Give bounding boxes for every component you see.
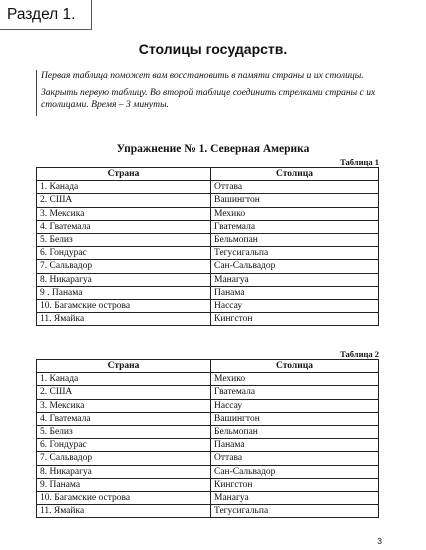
table-row	[37, 207, 379, 220]
country-cell: 2. США	[37, 386, 211, 399]
table2-header-row	[37, 360, 379, 373]
country-cell: 11. Ямайка	[37, 313, 211, 326]
table-row	[37, 452, 379, 465]
table1-body	[37, 181, 379, 326]
country-cell: 4. Гватемала	[37, 220, 211, 233]
table-row	[37, 181, 379, 194]
table-row	[37, 220, 379, 233]
country-cell: 5. Белиз	[37, 425, 211, 438]
country-cell: 10. Багамские острова	[37, 299, 211, 312]
capital-cell: Гватемала	[211, 386, 379, 399]
capital-cell: Сан-Сальвадор	[211, 465, 379, 478]
country-cell: 1. Канада	[37, 373, 211, 386]
table-row	[37, 478, 379, 491]
section-label: Раздел 1.	[0, 0, 92, 30]
capital-cell: Сан-Сальвадор	[211, 260, 379, 273]
capital-cell: Вашингтон	[211, 194, 379, 207]
instruction-line-1: Первая таблица поможет вам восстановить в памяти страны и их столицы.	[41, 70, 364, 81]
table-row	[37, 299, 379, 312]
capital-cell: Манагуа	[211, 491, 379, 504]
country-cell: 6. Гондурас	[37, 439, 211, 452]
country-cell: 7. Сальвадор	[37, 452, 211, 465]
capital-cell: Кингстон	[211, 313, 379, 326]
country-cell: 8. Никарагуа	[37, 465, 211, 478]
capital-cell: Манагуа	[211, 273, 379, 286]
table-row	[37, 439, 379, 452]
table-row	[37, 386, 379, 399]
country-cell: 6. Гондурас	[37, 247, 211, 260]
table2-header-capital: Столица	[211, 360, 379, 373]
country-cell: 4. Гватемала	[37, 412, 211, 425]
capital-cell: Панама	[211, 286, 379, 299]
exercise-heading: Упражнение № 1. Северная Америка	[116, 143, 310, 155]
country-cell: 10. Багамские острова	[37, 491, 211, 504]
capital-cell: Мехико	[211, 373, 379, 386]
country-cell: 3. Мексика	[37, 399, 211, 412]
instructions-block	[36, 70, 401, 116]
table1-header-row	[37, 168, 379, 181]
country-cell: 11. Ямайка	[37, 505, 211, 518]
capital-cell: Гватемала	[211, 220, 379, 233]
capital-cell: Нассау	[211, 399, 379, 412]
table-row	[37, 233, 379, 246]
table2	[36, 359, 379, 518]
country-cell: 3. Мексика	[37, 207, 211, 220]
capital-cell: Панама	[211, 439, 379, 452]
table-row	[37, 465, 379, 478]
page-number: 3	[377, 536, 382, 546]
capital-cell: Тегусигальпа	[211, 505, 379, 518]
page-title: Столицы государств.	[138, 41, 288, 57]
country-cell: 7. Сальвадор	[37, 260, 211, 273]
table-row	[37, 412, 379, 425]
table2-header-country: Страна	[37, 360, 211, 373]
table-row	[37, 491, 379, 504]
table-row	[37, 286, 379, 299]
table1	[36, 167, 379, 326]
capital-cell: Кингстон	[211, 478, 379, 491]
capital-cell: Бельмопан	[211, 425, 379, 438]
capital-cell: Мехико	[211, 207, 379, 220]
table-row	[37, 247, 379, 260]
table-row	[37, 425, 379, 438]
country-cell: 9. Панама	[37, 478, 211, 491]
table1-caption: Таблица 1	[340, 157, 379, 167]
table2-body	[37, 373, 379, 518]
instruction-line-2: Закрыть первую таблицу. Во второй таблице соединить стрелками страны с их столицами. Время – 3 минуты.	[41, 86, 376, 110]
capital-cell: Оттава	[211, 452, 379, 465]
table1-header-country: Страна	[37, 168, 211, 181]
country-cell: 1. Канада	[37, 181, 211, 194]
table-row	[37, 373, 379, 386]
capital-cell: Нассау	[211, 299, 379, 312]
table2-caption: Таблица 2	[340, 349, 379, 359]
country-cell: 9 . Панама	[37, 286, 211, 299]
capital-cell: Тегусигальпа	[211, 247, 379, 260]
capital-cell: Вашингтон	[211, 412, 379, 425]
capital-cell: Оттава	[211, 181, 379, 194]
country-cell: 8. Никарагуа	[37, 273, 211, 286]
country-cell: 5. Белиз	[37, 233, 211, 246]
country-cell: 2. США	[37, 194, 211, 207]
table-row	[37, 313, 379, 326]
table-row	[37, 273, 379, 286]
capital-cell: Бельмопан	[211, 233, 379, 246]
table1-header-capital: Столица	[211, 168, 379, 181]
table-row	[37, 399, 379, 412]
table-row	[37, 260, 379, 273]
table-row	[37, 505, 379, 518]
table-row	[37, 194, 379, 207]
